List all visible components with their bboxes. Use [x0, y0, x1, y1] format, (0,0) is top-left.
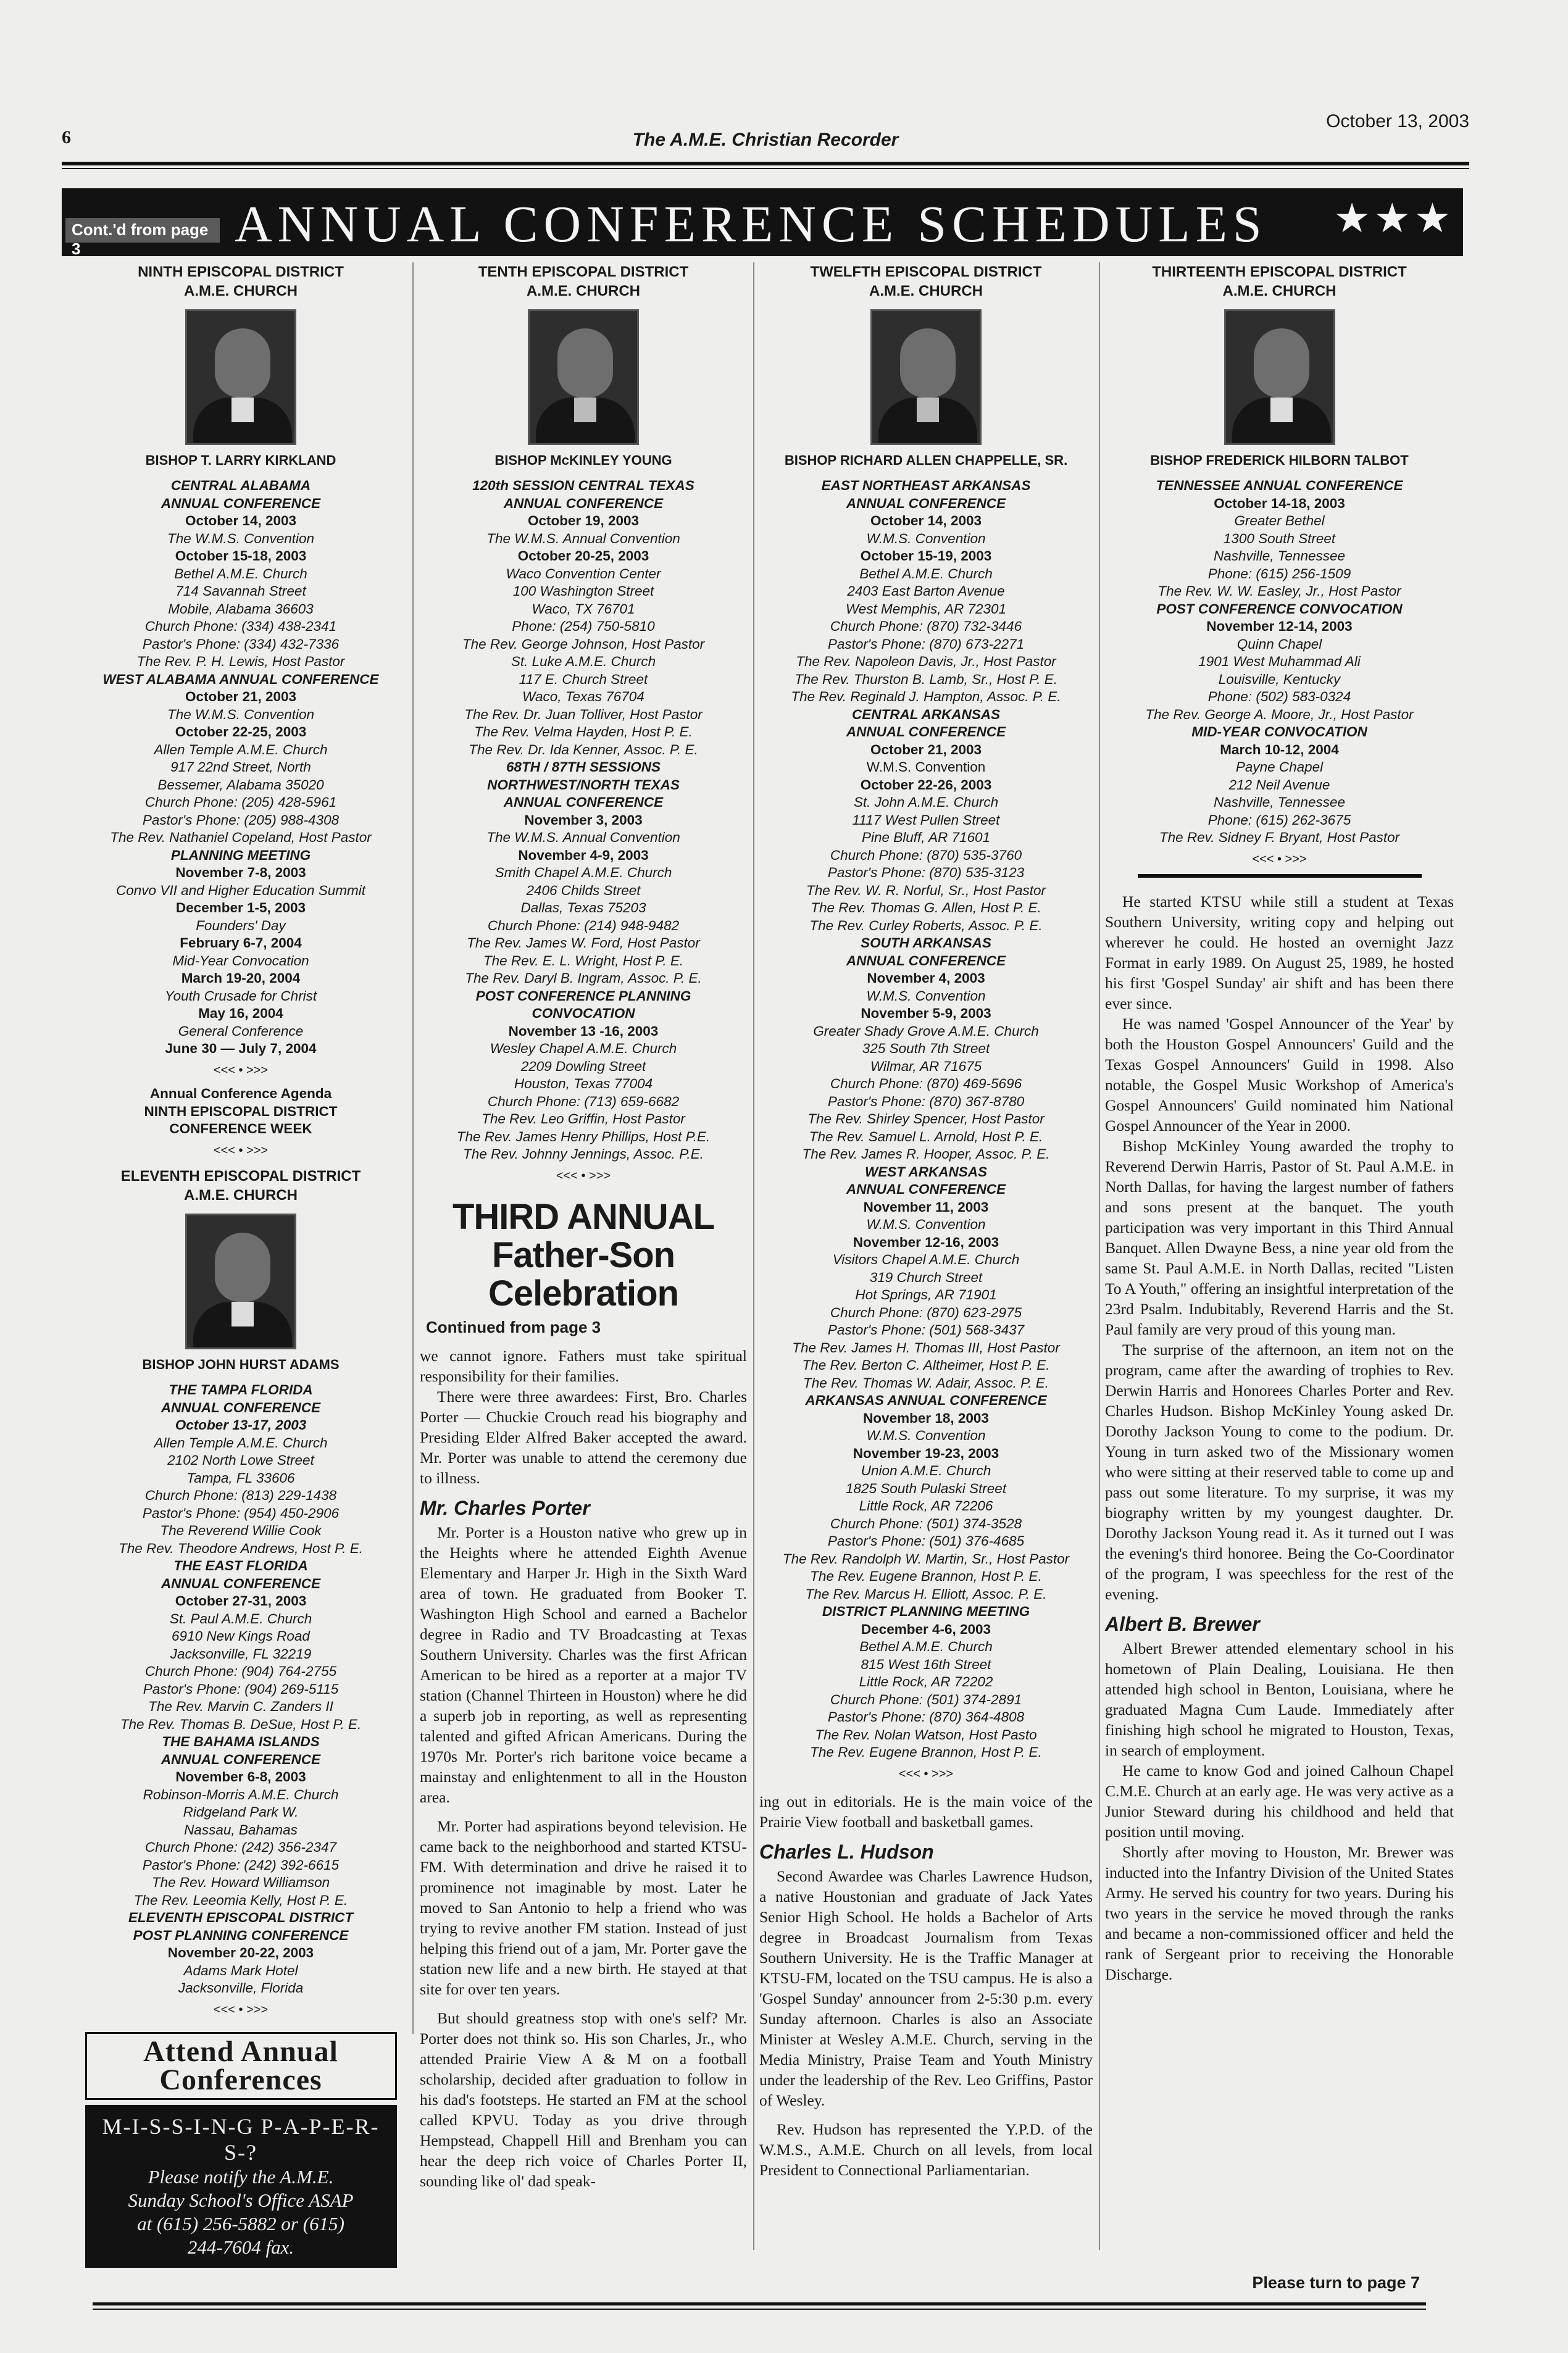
conference-title: ANNUAL CONFERENCE — [161, 1751, 321, 1767]
schedule-detail: 2209 Dowling Street — [520, 1058, 646, 1074]
article-body: He started KTSU while still a student at Texas Southern University, writing copy and helping out wherever he could. He hosted an overnight Jazz Format in early 1989. On August 25, 1989, he hosted his first 'Gospel Sunday' air shift and has been there ever since. He was named 'Gospel Announcer of the Year' by both the Houston Gospel Announcers' Guild and the Texas Gospel Announcers' Guild in 1998. Also notable, the Gospel Music Workshop of America's Gospel Announcers' Guild nominated him National Gospel Announcer of the Year in 2000. Bishop McKinley Young awarded the trophy to Reverend Derwin Harris, Pastor of St. Paul A.M.E. in North Dallas, for having the largest number of fathers and sons present at the banquet. The youth participation was very important in this Third Annual Banquet. Allen Dwayne Bess, a nine year old from the same St. Paul A.M.E. in North Dallas, recited "Listen To A Youth," offering an insightful interpretation of the 23rd Psalm. Indubitably, Reverend Harris and the St. Paul family are very proud of this young man. The surprise of the afternoon, an item not on the program, came after the awarding of trophies to Rev. Derwin Harris and Honorees Charles Porter and Rev. Charles Hudson. Bishop McKinley Young asked Dr. Dorothy Jackson Young to come to the podium. Dr. Young in turn asked two of the Missionary women who were sitting at their reserved table to come up and pass out some literature. To my surprise, it was my biography written by my youngest daughter. Dr. Dorothy Jackson Young read it. As it turned out I was the evening's third honoree. Being the Co-Coordinator of the program, I was speechless for the rest of the evening. Albert B. Brewer Albert Brewer attended elementary school in his hometown of Plain Dealing, Louisiana. He then attended high school in Benton, Louisiana, where he graduated Magna Cum Laude. Immediately after finishing high school he migrated to Houston, Texas, in search of employment. He came to know God and joined Calhoun Chapel C.M.E. Church at an early age. He was very active as a Junior Steward during his childhood and held that position until moving. Shortly after moving to Houston, Mr. Brewer was inducted into the Infantry Division of the United States Army. He served his country for two years. During his two years in the service he moved through the ranks and became a non-commissioned officer and held the rank of Sergeant prior to receiving the Honorable Discharge. — [1105, 893, 1454, 1983]
schedule-detail: Nashville, Tennessee — [1213, 548, 1346, 564]
district-heading: THIRTEENTH EPISCOPAL DISTRICT A.M.E. CHURCH — [1152, 264, 1407, 299]
schedule-detail: St. John A.M.E. Church — [853, 794, 999, 810]
schedule-detail: The Rev. Leo Griffin, Host Pastor — [482, 1111, 685, 1127]
schedule-list — [420, 477, 747, 1185]
schedule-detail: 6910 New Kings Road — [172, 1628, 310, 1644]
schedule-detail: The Rev. George Johnson, Host Pastor — [462, 636, 705, 652]
schedule-list — [74, 477, 407, 1159]
bishop-photo — [528, 309, 639, 445]
schedule-detail: Church Phone: (813) 229-1438 — [144, 1488, 337, 1503]
conference-title: ANNUAL CONFERENCE — [161, 1575, 321, 1591]
conference-date: October 21, 2003 — [185, 689, 297, 704]
conference-title: ANNUAL CONFERENCE — [503, 495, 664, 511]
column-twelfth-district — [759, 262, 1093, 2180]
schedule-detail: Pastor's Phone: (954) 450-2906 — [142, 1505, 340, 1521]
schedule-detail: Church Phone: (501) 374-2891 — [830, 1691, 1022, 1707]
schedule-detail: Quinn Chapel — [1236, 636, 1322, 652]
schedule-detail: The Rev. Eugene Brannon, Host P. E. — [810, 1568, 1042, 1584]
bishop-name: BISHOP McKINLEY YOUNG — [494, 452, 672, 468]
column-thirteenth-district — [1105, 262, 1454, 1984]
schedule-detail: The Rev. Reginald J. Hampton, Assoc. P. E. — [791, 689, 1061, 704]
conference-title: October 13-17, 2003 — [175, 1417, 307, 1433]
schedule-list — [759, 477, 1093, 1783]
schedule-detail: Mid-Year Convocation — [172, 952, 309, 968]
schedule-detail: Little Rock, AR 72202 — [859, 1674, 993, 1689]
schedule-detail: The Rev. Nathaniel Copeland, Host Pastor — [110, 830, 372, 845]
banner-title: ANNUAL CONFERENCE SCHEDULES — [235, 196, 1267, 253]
conference-title: PLANNING MEETING — [170, 847, 311, 863]
bishop-photo — [870, 309, 982, 445]
missing-papers-notice: M-I-S-S-I-N-G P-A-P-E-R-S-? Please notify the A.M.E. Sunday School's Office ASAP at (615) 256-5882 or (615) 244-7604 fax. — [85, 2105, 397, 2268]
schedule-detail: The Rev. Berton C. Altheimer, Host P. E. — [802, 1357, 1050, 1373]
schedule-detail: Visitors Chapel A.M.E. Church — [832, 1252, 1020, 1267]
schedule-detail: Pastor's Phone: (334) 432-7336 — [142, 636, 340, 652]
conference-title: SOUTH ARKANSAS — [861, 935, 991, 951]
schedule-detail: Pine Bluff, AR 71601 — [861, 830, 991, 845]
schedule-detail: Tampa, FL 33606 — [186, 1470, 295, 1486]
schedule-detail: Pastor's Phone: (242) 392-6615 — [142, 1857, 340, 1873]
schedule-detail: W.M.S. Convention — [866, 530, 986, 546]
conference-title: CONVOCATION — [532, 1006, 635, 1021]
conference-date: March 19-20, 2004 — [181, 970, 301, 986]
schedule-detail: Phone: (502) 583-0324 — [1207, 689, 1351, 704]
schedule-detail: Waco Convention Center — [506, 565, 661, 581]
conference-date: November 13 -16, 2003 — [508, 1023, 659, 1039]
footer-rule — [93, 2302, 1426, 2305]
schedule-detail: 2403 East Barton Avenue — [847, 583, 1005, 599]
conference-date: November 12-16, 2003 — [853, 1234, 999, 1250]
conference-date: November 7-8, 2003 — [175, 865, 306, 880]
conference-title: THE EAST FLORIDA — [173, 1558, 308, 1573]
conference-title: ANNUAL CONFERENCE — [846, 495, 1006, 511]
schedule-detail: Pastor's Phone: (870) 535-3123 — [827, 865, 1025, 880]
district-heading: TWELFTH EPISCOPAL DISTRICT A.M.E. CHURCH — [810, 264, 1042, 299]
schedule-detail: 100 Washington Street — [512, 583, 654, 599]
schedule-detail: Greater Shady Grove A.M.E. Church — [813, 1023, 1039, 1039]
conference-date: November 5-9, 2003 — [861, 1006, 991, 1021]
conference-title: MID-YEAR CONVOCATION — [1191, 724, 1367, 739]
conference-title: ELEVENTH EPISCOPAL DISTRICT — [128, 1910, 354, 1925]
conference-date: March 10-12, 2004 — [1220, 741, 1339, 757]
schedule-detail: Pastor's Phone: (870) 367-8780 — [827, 1093, 1025, 1109]
schedule-detail: The Rev. Curley Roberts, Assoc. P. E. — [809, 917, 1043, 933]
schedule-detail: Bethel A.M.E. Church — [859, 565, 993, 581]
conference-date: December 4-6, 2003 — [861, 1621, 991, 1637]
schedule-detail: Church Phone: (242) 356-2347 — [144, 1839, 337, 1855]
schedule-detail: The Rev. Sidney F. Bryant, Host Pastor — [1159, 830, 1400, 845]
continued-from: Continued from page 3 — [426, 1318, 601, 1336]
schedule-detail: Union A.M.E. Church — [861, 1463, 991, 1478]
schedule-detail: Pastor's Phone: (205) 988-4308 — [142, 812, 340, 828]
separator-ornament: <<< • >>> — [1252, 852, 1307, 866]
conference-date: May 16, 2004 — [198, 1006, 283, 1021]
schedule-detail: Founders' Day — [196, 917, 286, 933]
separator-ornament: <<< • >>> — [556, 1168, 611, 1183]
schedule-detail: Church Phone: (870) 535-3760 — [830, 847, 1022, 863]
schedule-list — [1105, 477, 1454, 868]
conference-title: THE TAMPA FLORIDA — [169, 1382, 313, 1397]
schedule-detail: Greater Bethel — [1234, 513, 1325, 528]
conference-title: CENTRAL ALABAMA — [170, 478, 311, 493]
header-rule-thin — [62, 168, 1469, 169]
schedule-detail: Church Phone: (713) 659-6682 — [487, 1093, 680, 1109]
conference-title: POST CONFERENCE PLANNING — [475, 988, 691, 1004]
schedule-detail: Houston, Texas 77004 — [514, 1076, 653, 1091]
schedule-detail: Pastor's Phone: (870) 364-4808 — [827, 1709, 1025, 1725]
schedule-detail: The Rev. James W. Ford, Host Pastor — [467, 935, 700, 951]
conference-date: November 3, 2003 — [524, 812, 643, 828]
schedule-detail: Church Phone: (870) 732-3446 — [830, 618, 1022, 634]
schedule-detail: Payne Chapel — [1235, 759, 1324, 775]
publication-name: The A.M.E. Christian Recorder — [632, 130, 899, 150]
separator-ornament: <<< • >>> — [213, 1063, 269, 1077]
article-headline: THIRD ANNUAL Father-Son Celebration — [452, 1197, 715, 1314]
schedule-detail: The Rev. George A. Moore, Jr., Host Pastor — [1145, 706, 1414, 722]
bishop-name: BISHOP JOHN HURST ADAMS — [142, 1357, 340, 1372]
conference-title: EAST NORTHEAST ARKANSAS — [821, 478, 1031, 493]
schedule-detail: The Rev. Theodore Andrews, Host P. E. — [118, 1540, 364, 1556]
schedule-detail: Waco, TX 76701 — [532, 601, 635, 617]
conference-date: October 22-26, 2003 — [860, 777, 992, 793]
column-divider — [1099, 262, 1100, 2250]
conference-date: October 14, 2003 — [870, 513, 982, 528]
conference-date: February 6-7, 2004 — [180, 935, 302, 951]
schedule-detail: St. Paul A.M.E. Church — [169, 1610, 312, 1626]
conference-date: October 14-18, 2003 — [1214, 495, 1345, 511]
district-heading: ELEVENTH EPISCOPAL DISTRICT A.M.E. CHURCH — [120, 1168, 361, 1204]
schedule-detail: 2406 Childs Street — [526, 882, 641, 898]
schedule-detail: Pastor's Phone: (501) 376-4685 — [827, 1533, 1025, 1549]
conference-title: WEST ALABAMA ANNUAL CONFERENCE — [102, 671, 379, 687]
schedule-detail: The Rev. Marvin C. Zanders II — [148, 1699, 333, 1714]
schedule-detail: 117 E. Church Street — [519, 671, 648, 687]
schedule-detail: The Rev. Marcus H. Elliott, Assoc. P. E. — [805, 1586, 1047, 1602]
schedule-detail: St. Luke A.M.E. Church — [511, 654, 656, 669]
schedule-detail: Nassau, Bahamas — [184, 1822, 298, 1838]
conference-title: ANNUAL CONFERENCE — [846, 724, 1006, 739]
article-body: ing out in editorials. He is the main voice of the Prairie View football and basketball games. Charles L. Hudson Second Awardee was Charles Lawrence Hudson, a native Houstonian and graduate of Jack Yates Senior High School. He holds a Bachelor of Arts degree in Broadcast Journalism from Texas Southern University. He is the Traffic Manager at KTSU-FM, located on the TSU campus. He is also a 'Gospel Sunday' announcer from 2-5:30 p.m. every Sunday afternoon. Charles is also an Associate Minister at Wesley A.M.E. Church, serving in the Media Ministry, Praise Team and Youth Ministry under the leadership of the Rev. Leo Griffins, Pastor of Wesley. Rev. Hudson has represented the Y.P.D. of the W.M.S., A.M.E. Church on all levels, from local President to Connectional Parliamentarian. — [759, 1793, 1093, 2179]
page-number: 6 — [62, 127, 71, 148]
district-heading: TENTH EPISCOPAL DISTRICT A.M.E. CHURCH — [478, 264, 689, 299]
schedule-detail: 815 West 16th Street — [861, 1656, 991, 1672]
schedule-detail: Wilmar, AR 71675 — [870, 1058, 982, 1074]
schedule-detail: Church Phone: (904) 764-2755 — [144, 1664, 337, 1679]
conference-date: October 15-19, 2003 — [860, 548, 992, 564]
schedule-detail: The Rev. Leeomia Kelly, Host P. E. — [133, 1892, 348, 1908]
schedule-detail: The Rev. W. W. Easley, Jr., Host Pastor — [1157, 583, 1401, 599]
schedule-detail: Phone: (615) 256-1509 — [1207, 565, 1351, 581]
schedule-detail: Smith Chapel A.M.E. Church — [494, 865, 672, 880]
schedule-detail: General Conference — [178, 1023, 304, 1039]
schedule-detail: 714 Savannah Street — [175, 583, 306, 599]
conference-title: TENNESSEE ANNUAL CONFERENCE — [1156, 478, 1403, 493]
schedule-detail: The Rev. Nolan Watson, Host Pasto — [815, 1726, 1037, 1743]
schedule-detail: The Rev. Samuel L. Arnold, Host P. E. — [809, 1128, 1043, 1144]
schedule-detail: W.M.S. Convention — [866, 988, 986, 1004]
article-body: we cannot ignore. Fathers must take spiritual responsibility for their families. There were three awardees: First, Bro. Charles Porter — Chuckie Crouch read his biography and Presiding Elder Alfred Baker accepted the award. Mr. Porter was unable to attend the ceremony due to illness. Mr. Charles Porter Mr. Porter is a Houston native who grew up in the Heights where he attended Eighth Avenue Elementary and Harper Jr. High in the Sixth Ward area of town. He graduated from Booker T. Washington High School and earned a Bachelor degree in Radio and TV Broadcasting at Texas Southern University. Charles was the first African American to be hired as a reporter at a major TV station (Channel Thirteen in Houston) where he did a superb job in reporting, as well as representing talented and gifted African Americans. During the 1970s Mr. Porter's rich baritone voice became a mainstay and enlightenment to all in the Houston area. Mr. Porter had aspirations beyond television. He came back to the neighborhood and started KTSU-FM. With determination and drive he raised it to prominence not imaginable by most. Later he moved to San Antonio to help a friend who was trying to revive another FM station. Instead of just helping this friend out of a jam, Mr. Porter gave the station new life and a new birth. He stayed at that site for over ten years. But should greatness stop with one's self? Mr. Porter does not think so. His son Charles, Jr., who attended Prairie View A & M on a football scholarship, decided after graduation to follow in his dad's footsteps. He started an FM at the school called KPVU. Today as you drive through Hempstead, Chappell Hill and Brenham you can hear the deep rich voice of Charles Porter II, sounding like ol' dad speak- — [420, 1347, 747, 2190]
conference-date: Annual Conference Agenda — [149, 1086, 332, 1101]
conference-date: October 22-25, 2003 — [175, 724, 307, 739]
schedule-detail: The Rev. P. H. Lewis, Host Pastor — [136, 654, 345, 669]
schedule-detail: 917 22nd Street, North — [170, 759, 311, 775]
banner-stars: ★★★ — [1333, 195, 1454, 241]
conference-date: November 20-22, 2003 — [167, 1945, 314, 1960]
conference-title: ANNUAL CONFERENCE — [161, 495, 321, 511]
schedule-detail: Church Phone: (334) 438-2341 — [144, 618, 337, 634]
conference-date: NINTH EPISCOPAL DISTRICT — [144, 1103, 338, 1119]
schedule-detail: The Rev. Thomas G. Allen, Host P. E. — [811, 900, 1041, 915]
conference-date: October 20-25, 2003 — [517, 548, 649, 564]
schedule-detail: 1117 West Pullen Street — [852, 812, 1000, 828]
conference-date: October 15-18, 2003 — [175, 548, 307, 564]
schedule-detail: Waco, Texas 76704 — [522, 689, 644, 704]
schedule-detail: 319 Church Street — [869, 1269, 983, 1285]
continued-label: Cont.'d from page 3 — [65, 218, 220, 243]
bishop-photo — [1224, 309, 1335, 445]
schedule-detail: The Rev. James R. Hooper, Assoc. P. E. — [802, 1146, 1050, 1162]
conference-date: June 30 — July 7, 2004 — [165, 1041, 317, 1056]
schedule-detail: 1825 South Pulaski Street — [845, 1480, 1007, 1496]
subheading: Charles L. Hudson — [759, 1841, 934, 1863]
conference-title: NORTHWEST/NORTH TEXAS — [487, 777, 680, 793]
schedule-detail: Church Phone: (501) 374-3528 — [830, 1515, 1022, 1531]
conference-title: THE BAHAMA ISLANDS — [162, 1734, 320, 1749]
conference-date: November 18, 2003 — [863, 1410, 989, 1426]
schedule-detail: W.M.S. Convention — [866, 1428, 986, 1443]
footer-rule-thin — [93, 2309, 1426, 2310]
schedule-detail: Louisville, Kentucky — [1218, 671, 1341, 687]
schedule-detail: Ridgeland Park W. — [183, 1804, 299, 1820]
section-divider — [1138, 874, 1422, 878]
separator-ornament: <<< • >>> — [213, 2002, 269, 2017]
schedule-detail: Bessemer, Alabama 35020 — [157, 777, 324, 793]
column-divider — [753, 262, 754, 2250]
schedule-list — [74, 1381, 407, 2018]
schedule-detail: The Rev. Velma Hayden, Host P. E. — [474, 724, 693, 739]
schedule-detail: Church Phone: (214) 948-9482 — [487, 917, 680, 933]
schedule-detail: Bethel A.M.E. Church — [859, 1639, 993, 1654]
conference-title: ANNUAL CONFERENCE — [503, 794, 664, 810]
schedule-detail: 2102 North Lowe Street — [167, 1452, 314, 1468]
district-heading: NINTH EPISCOPAL DISTRICT A.M.E. CHURCH — [138, 264, 344, 299]
attend-conferences-box: Attend Annual Conferences — [85, 2032, 397, 2100]
conference-date: November 12-14, 2003 — [1206, 618, 1353, 634]
section-banner — [62, 188, 1463, 256]
schedule-detail: Allen Temple A.M.E. Church — [154, 1435, 328, 1451]
conference-date: October 14, 2003 — [185, 513, 297, 528]
conference-date: November 11, 2003 — [863, 1199, 989, 1215]
column-divider — [412, 262, 414, 2034]
schedule-detail: The Rev. E. L. Wright, Host P. E. — [483, 952, 684, 968]
schedule-detail: Church Phone: (205) 428-5961 — [144, 794, 337, 810]
conference-title: DISTRICT PLANNING MEETING — [822, 1604, 1030, 1619]
schedule-detail: Church Phone: (870) 469-5696 — [830, 1076, 1022, 1091]
continued-on: Please turn to page 7 — [1252, 2273, 1420, 2292]
schedule-detail: The Rev. James H. Thomas III, Host Pastor — [792, 1339, 1060, 1356]
conference-title: WEST ARKANSAS — [865, 1164, 987, 1180]
schedule-detail: W.M.S. Convention — [866, 1217, 986, 1232]
schedule-detail: W.M.S. Convention — [866, 759, 986, 775]
conference-date: December 1-5, 2003 — [175, 900, 306, 915]
schedule-detail: Allen Temple A.M.E. Church — [154, 741, 328, 757]
header-rule — [62, 162, 1469, 165]
schedule-detail: The Rev. Thurston B. Lamb, Sr., Host P. E. — [794, 671, 1057, 687]
schedule-detail: Pastor's Phone: (501) 568-3437 — [827, 1322, 1025, 1338]
bishop-name: BISHOP T. LARRY KIRKLAND — [145, 452, 336, 468]
schedule-detail: Mobile, Alabama 36603 — [168, 601, 314, 617]
schedule-detail: The W.M.S. Annual Convention — [486, 830, 680, 845]
conference-date: October 21, 2003 — [870, 741, 982, 757]
schedule-detail: Phone: (254) 750-5810 — [512, 618, 655, 634]
bishop-name: BISHOP FREDERICK HILBORN TALBOT — [1150, 452, 1409, 468]
schedule-detail: Robinson-Morris A.M.E. Church — [143, 1786, 339, 1802]
bishop-name: BISHOP RICHARD ALLEN CHAPPELLE, SR. — [784, 452, 1068, 468]
schedule-detail: The W.M.S. Annual Convention — [486, 530, 680, 546]
separator-ornament: <<< • >>> — [898, 1767, 954, 1781]
conference-title: ANNUAL CONFERENCE — [846, 1181, 1006, 1197]
conference-date: November 19-23, 2003 — [853, 1445, 999, 1461]
schedule-detail: The Rev. Randolph W. Martin, Sr., Host Pastor — [782, 1551, 1070, 1567]
conference-title: ANNUAL CONFERENCE — [161, 1399, 321, 1415]
conference-title: POST CONFERENCE CONVOCATION — [1156, 601, 1403, 617]
schedule-detail: The Rev. Dr. Juan Tolliver, Host Pastor — [464, 706, 703, 722]
conference-title: 120th SESSION CENTRAL TEXAS — [472, 478, 694, 493]
conference-date: October 19, 2003 — [527, 513, 640, 528]
schedule-detail: Pastor's Phone: (904) 269-5115 — [143, 1681, 339, 1697]
issue-date: October 13, 2003 — [1326, 111, 1469, 131]
conference-title: 68TH / 87TH SESSIONS — [506, 759, 661, 775]
schedule-detail: The Rev. Howard Williamson — [151, 1875, 330, 1890]
schedule-detail: Phone: (615) 262-3675 — [1207, 812, 1351, 828]
schedule-detail: The W.M.S. Convention — [167, 530, 314, 546]
schedule-detail: The Rev. Johnny Jennings, Assoc. P.E. — [463, 1146, 704, 1162]
schedule-detail: Pastor's Phone: (870) 673-2271 — [827, 636, 1025, 652]
schedule-detail: 212 Neil Avenue — [1228, 777, 1330, 793]
schedule-detail: Little Rock, AR 72206 — [859, 1498, 993, 1514]
schedule-detail: The W.M.S. Convention — [167, 706, 314, 722]
column-ninth-eleventh-district — [74, 262, 407, 2268]
schedule-detail: The Rev. James Henry Phillips, Host P.E. — [456, 1128, 711, 1144]
schedule-detail: The Rev. Thomas B. DeSue, Host P. E. — [120, 1716, 362, 1732]
schedule-detail: The Rev. Napoleon Davis, Jr., Host Pastor — [796, 654, 1056, 669]
column-tenth-district — [420, 262, 747, 2191]
schedule-detail: Dallas, Texas 75203 — [520, 900, 646, 915]
subheading: Albert B. Brewer — [1105, 1613, 1260, 1635]
conference-title: ARKANSAS ANNUAL CONFERENCE — [805, 1393, 1047, 1408]
separator-ornament: <<< • >>> — [213, 1143, 269, 1157]
conference-title: POST PLANNING CONFERENCE — [133, 1927, 349, 1943]
schedule-detail: 325 South 7th Street — [862, 1041, 990, 1056]
conference-date: November 6-8, 2003 — [175, 1769, 306, 1785]
conference-date: November 4, 2003 — [867, 970, 985, 986]
schedule-detail: The Reverend Willie Cook — [160, 1523, 322, 1538]
conference-title: CENTRAL ARKANSAS — [851, 706, 1000, 722]
schedule-detail: The Rev. Dr. Ida Kenner, Assoc. P. E. — [469, 741, 698, 757]
conference-date: October 27-31, 2003 — [175, 1593, 307, 1609]
conference-title: ANNUAL CONFERENCE — [846, 952, 1006, 968]
schedule-detail: The Rev. W. R. Norful, Sr., Host Pastor — [806, 882, 1046, 898]
subheading: Mr. Charles Porter — [420, 1497, 590, 1519]
schedule-detail: West Memphis, AR 72301 — [845, 601, 1007, 617]
page-header — [62, 111, 1469, 154]
conference-date: CONFERENCE WEEK — [169, 1121, 312, 1136]
schedule-detail: 1901 West Muhammad Ali — [1198, 654, 1361, 669]
schedule-detail: The Rev. Daryl B. Ingram, Assoc. P. E. — [465, 970, 702, 986]
conference-date: November 4-9, 2003 — [518, 847, 649, 863]
schedule-detail: Wesley Chapel A.M.E. Church — [490, 1041, 677, 1056]
schedule-detail: Convo VII and Higher Education Summit — [116, 882, 365, 898]
schedule-detail: Jacksonville, Florida — [178, 1980, 304, 1996]
schedule-detail: The Rev. Eugene Brannon, Host P. E. — [810, 1744, 1042, 1760]
schedule-detail: Adams Mark Hotel — [183, 1962, 298, 1978]
schedule-detail: Bethel A.M.E. Church — [174, 565, 307, 581]
schedule-detail: The Rev. Shirley Spencer, Host Pastor — [807, 1111, 1045, 1127]
schedule-detail: Jacksonville, FL 32219 — [170, 1646, 312, 1662]
schedule-detail: Nashville, Tennessee — [1213, 794, 1346, 810]
bishop-photo — [185, 309, 296, 445]
bishop-photo — [185, 1214, 296, 1349]
schedule-detail: The Rev. Thomas W. Adair, Assoc. P. E. — [803, 1375, 1049, 1391]
schedule-detail: 1300 South Street — [1223, 530, 1336, 546]
schedule-detail: Church Phone: (870) 623-2975 — [830, 1304, 1022, 1320]
schedule-detail: Hot Springs, AR 71901 — [855, 1287, 997, 1302]
schedule-detail: Youth Crusade for Christ — [164, 988, 317, 1004]
